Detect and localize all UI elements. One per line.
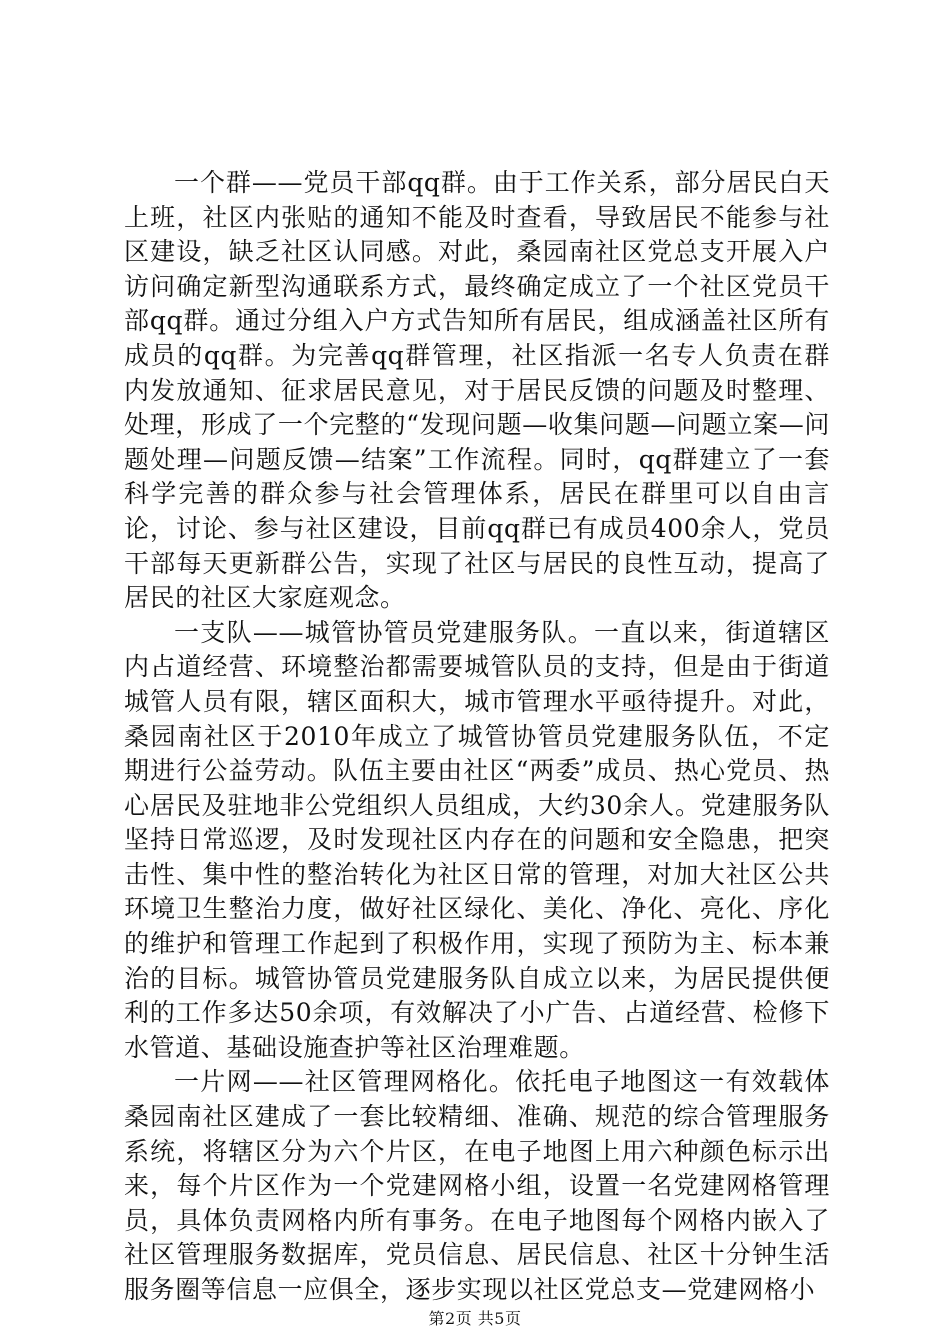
document-body	[124, 166, 830, 1308]
page-number-footer: 第2页 共5页	[428, 1309, 522, 1328]
paragraph-service-team: 一支队——城管协管员党建服务队。一直以来，街道辖区内占道经营、环境整治都需要城管队员的支持，但是由于街道城管人员有限，辖区面积大，城市管理水平亟待提升。对此，桑园南社区于2010年成立了城管协管员党建服务队伍，不定期进行公益劳动。队伍主要由社区“两委”成员、热心党员、热心居民及驻地非公党组织人员组成，大约30余人。党建服务队坚持日常巡逻，及时发现社区内存在的问题和安全隐患，把突击性、集中性的整治转化为社区日常的管理，对加大社区公共环境卫生整治力度，做好社区绿化、美化、净化、亮化、序化的维护和管理工作起到了积极作用，实现了预防为主、标本兼治的目标。城管协管员党建服务队自成立以来，为居民提供便利的工作多达50余项，有效解决了小广告、占道经营、检修下水管道、基础设施查护等社区治理难题。	[124, 617, 830, 1062]
paragraph-qq-group: 一个群——党员干部qq群。由于工作关系，部分居民白天上班，社区内张贴的通知不能及时查看，导致居民不能参与社区建设，缺乏社区认同感。对此，桑园南社区党总支开展入户访问确定新型沟通联系方式，最终确定成立了一个社区党员干部qq群。通过分组入户方式告知所有居民，组成涵盖社区所有成员的qq群。为完善qq群管理，社区指派一名专人负责在群内发放通知、征求居民意见，对于居民反馈的问题及时整理、处理，形成了一个完整的“发现问题—收集问题—问题立案—问题处理—问题反馈—结案”工作流程。同时，qq群建立了一套科学完善的群众参与社会管理体系，居民在群里可以自由言论，讨论、参与社区建设，目前qq群已有成员400余人，党员干部每天更新群公告，实现了社区与居民的良性互动，提高了居民的社区大家庭观念。	[124, 168, 830, 613]
paragraph-grid-management: 一片网——社区管理网格化。依托电子地图这一有效载体桑园南社区建成了一套比较精细、准确、规范的综合管理服务系统，将辖区分为六个片区，在电子地图上用六种颜色标示出来，每个片区作为一个党建网格小组，设置一名党建网格管理员，具体负责网格内所有事务。在电子地图每个网格内嵌入了社区管理服务数据库，党员信息、居民信息、社区十分钟生活服务圈等信息一应俱全，逐步实现以社区党总支—党建网格小	[124, 1067, 830, 1304]
